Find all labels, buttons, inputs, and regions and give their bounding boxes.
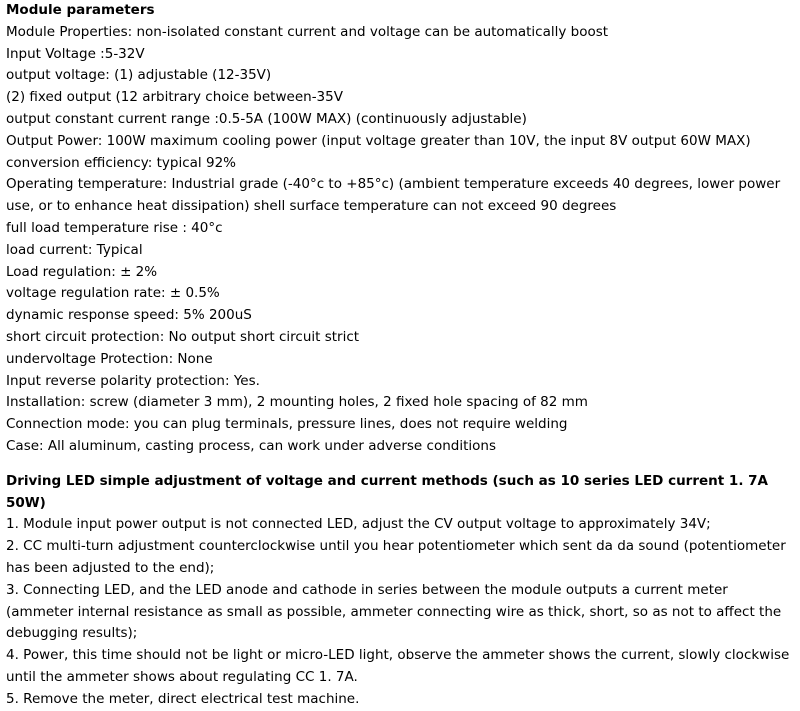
param-temperature-rise: full load temperature rise : 40°c xyxy=(6,219,223,236)
param-output-power: Output Power: 100W maximum cooling power (input voltage greater than 10V, the input 8V output 60W MAX) xyxy=(6,132,751,149)
param-operating-temperature: Operating temperature: Industrial grade (-40°c to +85°c) (ambient temperature exceeds 40 degrees, lower power use, or to enhance heat dissipation) shell surface temperature can not exceed 90 degrees xyxy=(6,176,781,215)
module-parameters-section xyxy=(6,0,796,458)
param-dynamic-response: dynamic response speed: 5% 200uS xyxy=(6,307,252,324)
param-reverse-polarity: Input reverse polarity protection: Yes. xyxy=(6,372,260,389)
adjustment-step-5: 5. Remove the meter, direct electrical test machine. xyxy=(6,690,360,707)
adjustment-heading: Driving LED simple adjustment of voltage and current methods (such as 10 series LED current 1. 7A 50W) xyxy=(6,472,768,511)
param-module-properties: Module Properties: non-isolated constant current and voltage can be automatically boost xyxy=(6,23,609,40)
adjustment-step-3: 3. Connecting LED, and the LED anode and cathode in series between the module outputs a current meter (ammeter internal resistance as small as possible, ammeter connecting wire as thick, short, so as not to affect the debugging results); xyxy=(6,581,782,642)
adjustment-step-4: 4. Power, this time should not be light or micro-LED light, observe the ammeter shows the current, slowly clockwise until the ammeter shows about regulating CC 1. 7A. xyxy=(6,647,790,685)
param-case: Case: All aluminum, casting process, can work under adverse conditions xyxy=(6,437,496,454)
param-undervoltage-protection: undervoltage Protection: None xyxy=(6,350,213,367)
adjustment-step-2: 2. CC multi-turn adjustment counterclockwise until you hear potentiometer which sent da da sound (potentiometer has been adjusted to the end); xyxy=(6,538,786,576)
param-constant-current-range: output constant current range :0.5-5A (100W MAX) (continuously adjustable) xyxy=(6,110,527,127)
param-conversion-efficiency: conversion efficiency: typical 92% xyxy=(6,154,236,171)
param-short-circuit-protection: short circuit protection: No output short circuit strict xyxy=(6,328,360,345)
adjustment-step-1: 1. Module input power output is not connected LED, adjust the CV output voltage to approximately 34V; xyxy=(6,516,711,533)
param-input-voltage: Input Voltage :5-32V xyxy=(6,45,145,62)
param-load-regulation: Load regulation: ± 2% xyxy=(6,263,158,280)
param-voltage-regulation: voltage regulation rate: ± 0.5% xyxy=(6,285,220,302)
param-fixed-output: (2) fixed output (12 arbitrary choice between-35V xyxy=(6,89,343,106)
param-connection-mode: Connection mode: you can plug terminals, pressure lines, does not require welding xyxy=(6,416,568,433)
param-load-current: load current: Typical xyxy=(6,241,143,258)
adjustment-section xyxy=(6,471,796,711)
param-output-voltage: output voltage: (1) adjustable (12-35V) xyxy=(6,67,272,84)
param-installation: Installation: screw (diameter 3 mm), 2 mounting holes, 2 fixed hole spacing of 82 mm xyxy=(6,394,588,411)
document xyxy=(6,0,796,711)
module-parameters-heading: Module parameters xyxy=(6,2,155,18)
section-divider xyxy=(6,458,796,471)
